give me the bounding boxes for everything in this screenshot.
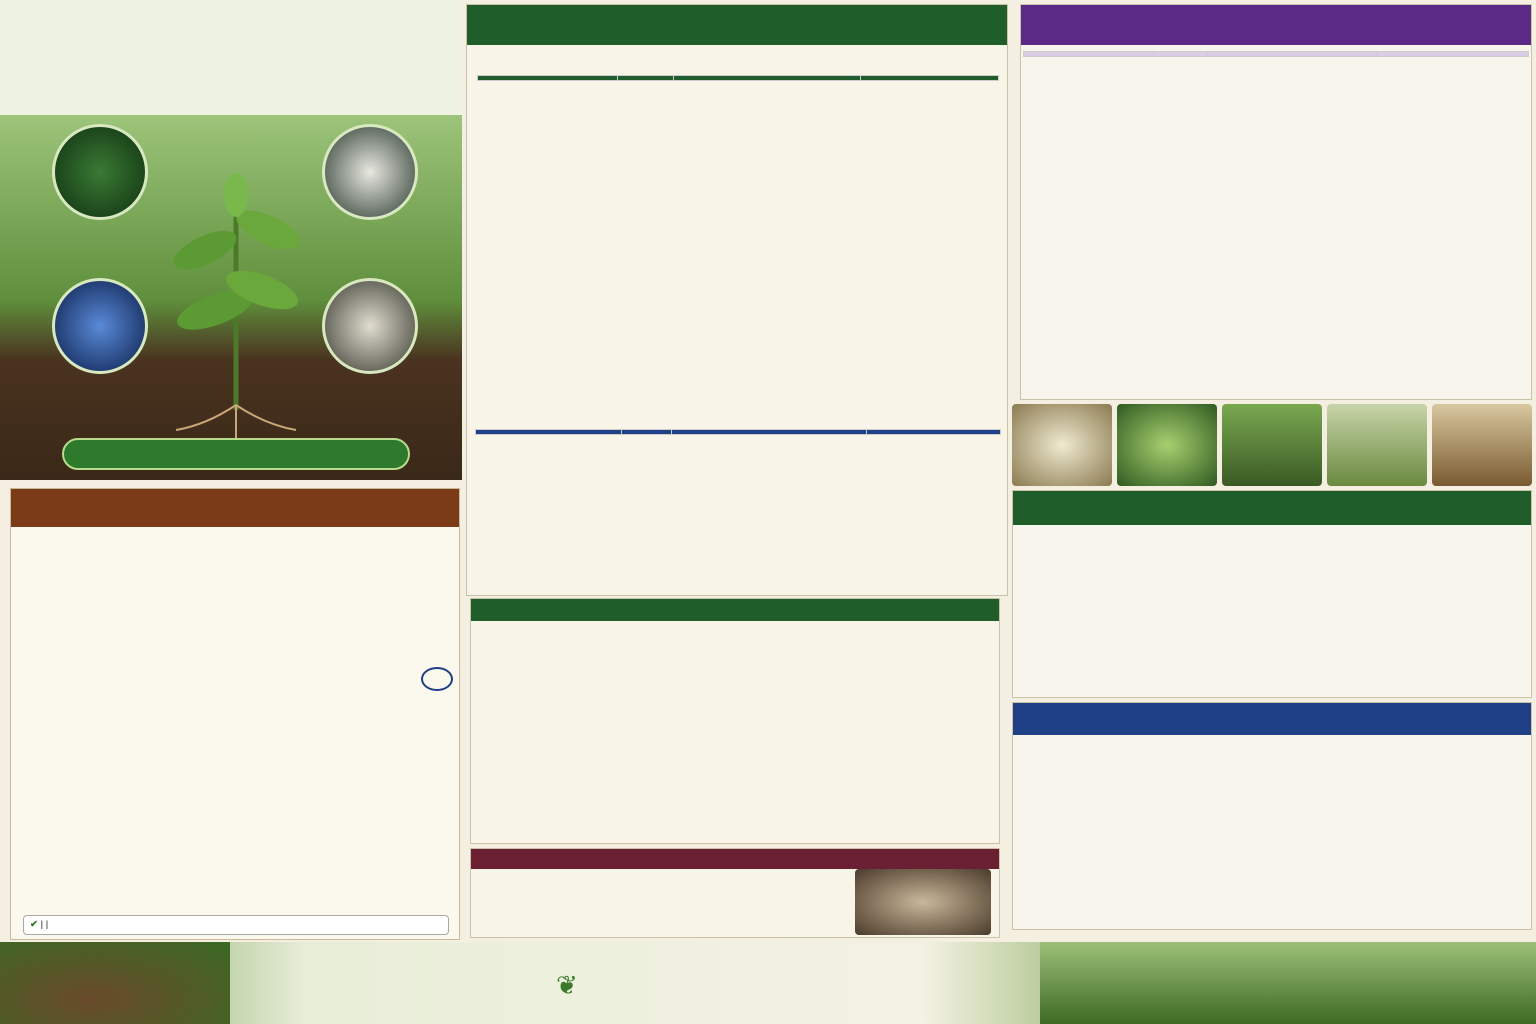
nematicides-panel xyxy=(470,848,1000,938)
herbicides-title xyxy=(471,599,999,621)
col-rate-b xyxy=(867,430,1001,435)
healthy-crop-photo xyxy=(1222,404,1322,486)
nematode-photo xyxy=(855,869,991,935)
herbicides-panel xyxy=(470,598,1000,844)
application-steps xyxy=(21,809,451,905)
col-f-nature xyxy=(1154,52,1208,57)
fungi-circle xyxy=(322,124,418,220)
hands-soil-photo xyxy=(0,942,230,1024)
check-icon: ✔ xyxy=(30,919,41,930)
intro-title xyxy=(467,5,1007,45)
nematicides-title xyxy=(471,849,999,869)
bacteria-circle xyxy=(52,124,148,220)
col-technical-name-b xyxy=(476,430,622,435)
col-f-tech xyxy=(1024,52,1154,57)
methods-title xyxy=(11,489,459,527)
col-trade-b xyxy=(672,430,867,435)
footer-panel xyxy=(0,942,1536,1024)
fungicides-header xyxy=(1021,5,1531,45)
npv-badge xyxy=(421,667,453,691)
bio-fungicides-table xyxy=(1023,51,1529,57)
microbe-photo-strip xyxy=(1012,404,1532,486)
bio-insecticides-table xyxy=(477,75,999,81)
leaf-icon: ❦ xyxy=(556,970,578,1000)
col-f-trade xyxy=(1208,52,1377,57)
col-technical-name xyxy=(478,76,618,81)
col-trade xyxy=(674,76,861,81)
virus-circle xyxy=(52,278,148,374)
methods-panel xyxy=(10,488,460,940)
organizations-panel xyxy=(1012,702,1532,930)
fungus-petri-photo xyxy=(1012,404,1112,486)
farmer-field-photo xyxy=(1040,942,1536,1024)
hero-banner xyxy=(62,438,410,470)
insecticides-panel xyxy=(466,4,1008,596)
fungicides-panel xyxy=(1020,4,1532,400)
actinomycetes-circle xyxy=(322,278,418,374)
benefits-row xyxy=(596,946,1036,1024)
roots-photo xyxy=(1432,404,1532,486)
companies-title xyxy=(1013,491,1531,525)
bacteria-petri-photo xyxy=(1117,404,1217,486)
plant-illustration xyxy=(0,0,462,480)
col-f-rate xyxy=(1377,52,1529,57)
col-nature xyxy=(618,76,674,81)
seedling-photo xyxy=(1327,404,1427,486)
virus-insecticides-table xyxy=(475,429,1001,435)
col-nature-b xyxy=(622,430,672,435)
hero-panel xyxy=(0,0,462,480)
tips-bar: ✔ | | xyxy=(23,915,449,935)
companies-panel xyxy=(1012,490,1532,698)
organizations-title xyxy=(1013,703,1531,735)
col-rate xyxy=(861,76,999,81)
